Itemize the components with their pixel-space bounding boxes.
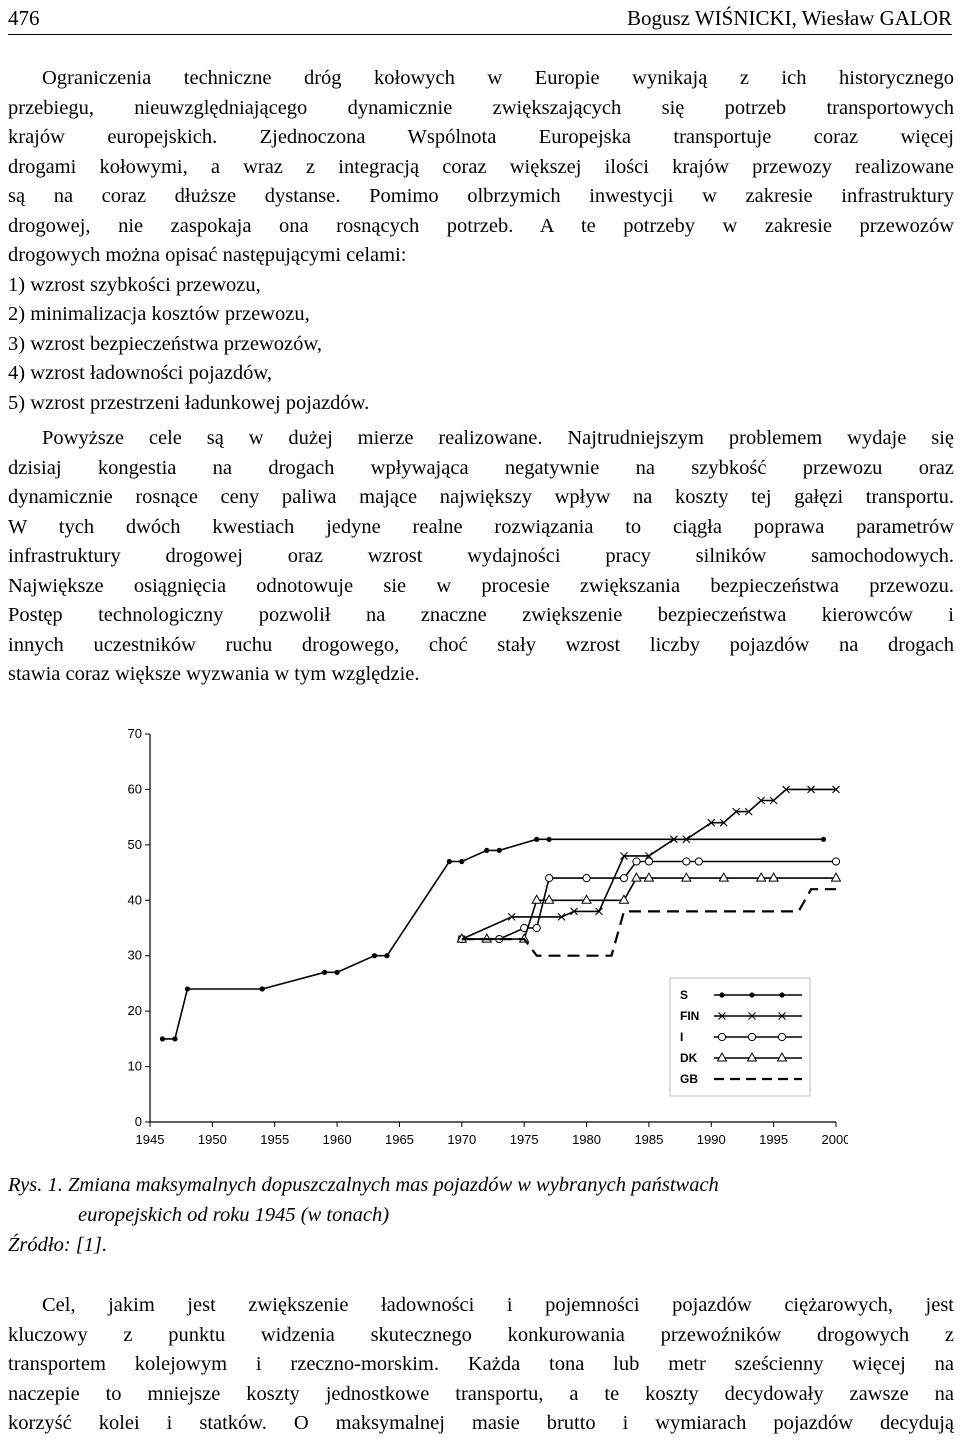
y-tick-label: 40: [127, 892, 142, 908]
y-tick-label: 70: [127, 726, 142, 741]
paragraph-line: Postęp technologiczny pozwolił na znaczne zwiększenie bezpieczeństwa kierowców i: [8, 604, 954, 626]
paragraph-line: dynamicznie rosnące ceny paliwa mające największy wpływ na koszty tej gałęzi transportu.: [8, 486, 954, 508]
paragraph-line: drogami kołowymi, a wraz z integracją coraz większej ilości krajów przewozy realizowane: [8, 155, 954, 178]
y-tick-label: 50: [127, 836, 142, 852]
data-point-s: [534, 837, 539, 842]
data-point-s: [497, 848, 502, 853]
data-point-s: [322, 970, 327, 975]
data-point-s: [459, 859, 464, 864]
x-tick-label: 1950: [197, 1132, 227, 1147]
legend-label-s: S: [680, 988, 689, 1002]
paragraph-line: są na coraz dłuższe dystanse. Pomimo olbrzymich inwestycji w zakresie infrastruktury: [8, 185, 954, 207]
legend-marker-s: [749, 992, 754, 997]
x-tick-label: 1955: [260, 1132, 290, 1147]
caption-title: Rys. 1. Zmiana maksymalnych dopuszczalnych mas pojazdów w wybranych państwach: [8, 1174, 719, 1196]
page-header: [8, 4, 952, 35]
legend-marker-i: [748, 1033, 755, 1040]
data-point-s: [260, 986, 265, 991]
data-point-s: [821, 837, 826, 842]
data-point-dk: [532, 895, 541, 903]
list-item: 5) wzrost przestrzeni ładunkowej pojazdów.: [8, 391, 370, 414]
legend-marker-i: [718, 1033, 725, 1040]
data-point-s: [547, 837, 552, 842]
x-tick-label: 1980: [572, 1132, 602, 1147]
x-tick-label: 1995: [759, 1132, 789, 1147]
paragraph-line: innych uczestników ruchu drogowego, choć stały wzrost liczby pojazdów na drogach: [8, 633, 954, 656]
data-point-dk: [644, 873, 653, 881]
data-point-s: [185, 986, 190, 991]
data-point-i: [683, 858, 690, 865]
data-point-dk: [757, 873, 766, 881]
data-point-s: [334, 970, 339, 975]
list-item: 3) wzrost bezpieczeństwa przewozów,: [8, 332, 322, 355]
list-item: 4) wzrost ładowności pojazdów,: [8, 362, 272, 384]
data-point-dk: [545, 895, 554, 903]
data-point-i: [546, 875, 553, 882]
legend-label-gb: GB: [680, 1072, 698, 1086]
paragraph-line: krajów europejskich. Zjednoczona Wspólnota Europejska transportuje coraz więcej: [8, 126, 954, 148]
data-point-s: [172, 1036, 177, 1041]
y-tick-label: 30: [127, 947, 142, 963]
list-item: 2) minimalizacja kosztów przewozu,: [8, 303, 310, 325]
paragraph-line: Cel, jakim jest zwiększenie ładowności i pojemności pojazdów ciężarowych, jest: [42, 1294, 954, 1316]
data-point-s: [160, 1036, 165, 1041]
x-tick-label: 1975: [509, 1132, 539, 1147]
data-point-s: [484, 848, 489, 853]
data-point-i: [583, 875, 590, 882]
data-point-i: [645, 858, 652, 865]
paragraph-line: kluczowy z punktu widzenia skutecznego konkurowania przewoźników drogowych z: [8, 1323, 954, 1346]
paragraph-line: infrastruktury drogowej oraz wzrost wydajności pracy silników samochodowych.: [8, 545, 954, 567]
paragraph-1: [8, 64, 954, 418]
paragraph-line: Powyższe cele są w dużej mierze realizowane. Najtrudniejszym problemem wydaje się: [42, 427, 954, 449]
data-point-dk: [719, 873, 728, 881]
x-tick-label: 1965: [384, 1132, 414, 1147]
legend-label-fin: FIN: [680, 1009, 700, 1023]
legend-marker-s: [719, 992, 724, 997]
data-point-dk: [632, 873, 641, 881]
legend-label-dk: DK: [680, 1051, 698, 1065]
paragraph-line: korzyść kolei i statków. O maksymalnej masie brutto i wymiarach pojazdów decydują: [8, 1412, 954, 1434]
data-point-dk: [619, 895, 628, 903]
paragraph-2: [8, 424, 954, 690]
data-point-s: [372, 953, 377, 958]
x-tick-label: 2000: [821, 1132, 848, 1147]
legend-marker-s: [779, 992, 784, 997]
step-chart: [108, 722, 848, 1162]
data-point-dk: [832, 873, 841, 881]
paragraph-line: Największe osiągnięcia odnotowuje sie w procesie zwiększania bezpieczeństwa przewozu.: [8, 574, 954, 597]
y-tick-label: 10: [127, 1058, 142, 1074]
paragraph-line: przebiegu, nieuwzględniającego dynamicznie zwiększających się potrzeb transportowych: [8, 96, 954, 119]
data-point-i: [620, 875, 627, 882]
paragraph-3: [8, 1291, 954, 1439]
paragraph-line: stawia coraz większe wyzwania w tym względzie.: [8, 663, 420, 685]
paragraph-line: W tych dwóch kwestiach jedyne realne rozwiązania to ciągła poprawa parametrów: [8, 515, 954, 538]
data-point-s: [447, 859, 452, 864]
y-tick-label: 0: [134, 1114, 142, 1129]
data-point-dk: [769, 873, 778, 881]
x-tick-label: 1945: [135, 1132, 165, 1147]
list-item: 1) wzrost szybkości przewozu,: [8, 273, 261, 296]
paragraph-line: dzisiaj kongestia na drogach wpływająca negatywnie na szybkość przewozu oraz: [8, 456, 954, 479]
x-tick-label: 1985: [634, 1132, 664, 1147]
x-tick-label: 1960: [322, 1132, 352, 1147]
data-point-i: [633, 858, 640, 865]
y-tick-label: 20: [127, 1003, 142, 1019]
paragraph-line: drogowych można opisać następującymi celami:: [8, 244, 407, 266]
caption-source: Źródło: [1].: [8, 1234, 108, 1256]
data-point-dk: [582, 895, 591, 903]
chart-svg: [108, 722, 848, 1162]
paragraph-line: drogowej, nie zaspokaja ona rosnących potrzeb. A te potrzeby w zakresie przewozów: [8, 214, 954, 237]
data-point-i: [533, 924, 540, 931]
paragraph-line: Ograniczenia techniczne dróg kołowych w Europie wynikają z ich historycznego: [42, 67, 954, 89]
header-authors: Bogusz WIŚNICKI, Wiesław GALOR: [626, 6, 952, 30]
data-point-i: [832, 858, 839, 865]
data-point-s: [384, 953, 389, 958]
paragraph-line: transportem kolejowym i rzeczno-morskim. Każda tona lub metr sześcienny więcej na: [8, 1353, 954, 1375]
caption-title-cont: europejskich od roku 1945 (w tonach): [78, 1204, 390, 1226]
legend-label-i: I: [680, 1030, 684, 1044]
figure-caption: [8, 1170, 954, 1260]
legend-marker-i: [778, 1033, 785, 1040]
y-tick-label: 60: [127, 781, 142, 797]
series-line-gb: [462, 889, 836, 956]
data-point-dk: [682, 873, 691, 881]
data-point-i: [695, 858, 702, 865]
x-tick-label: 1970: [447, 1132, 477, 1147]
page-number: 476: [8, 6, 40, 30]
paragraph-line: naczepie to mniejsze koszty jednostkowe transportu, a te koszty decydowały zawsze na: [8, 1382, 954, 1405]
x-tick-label: 1990: [696, 1132, 726, 1147]
